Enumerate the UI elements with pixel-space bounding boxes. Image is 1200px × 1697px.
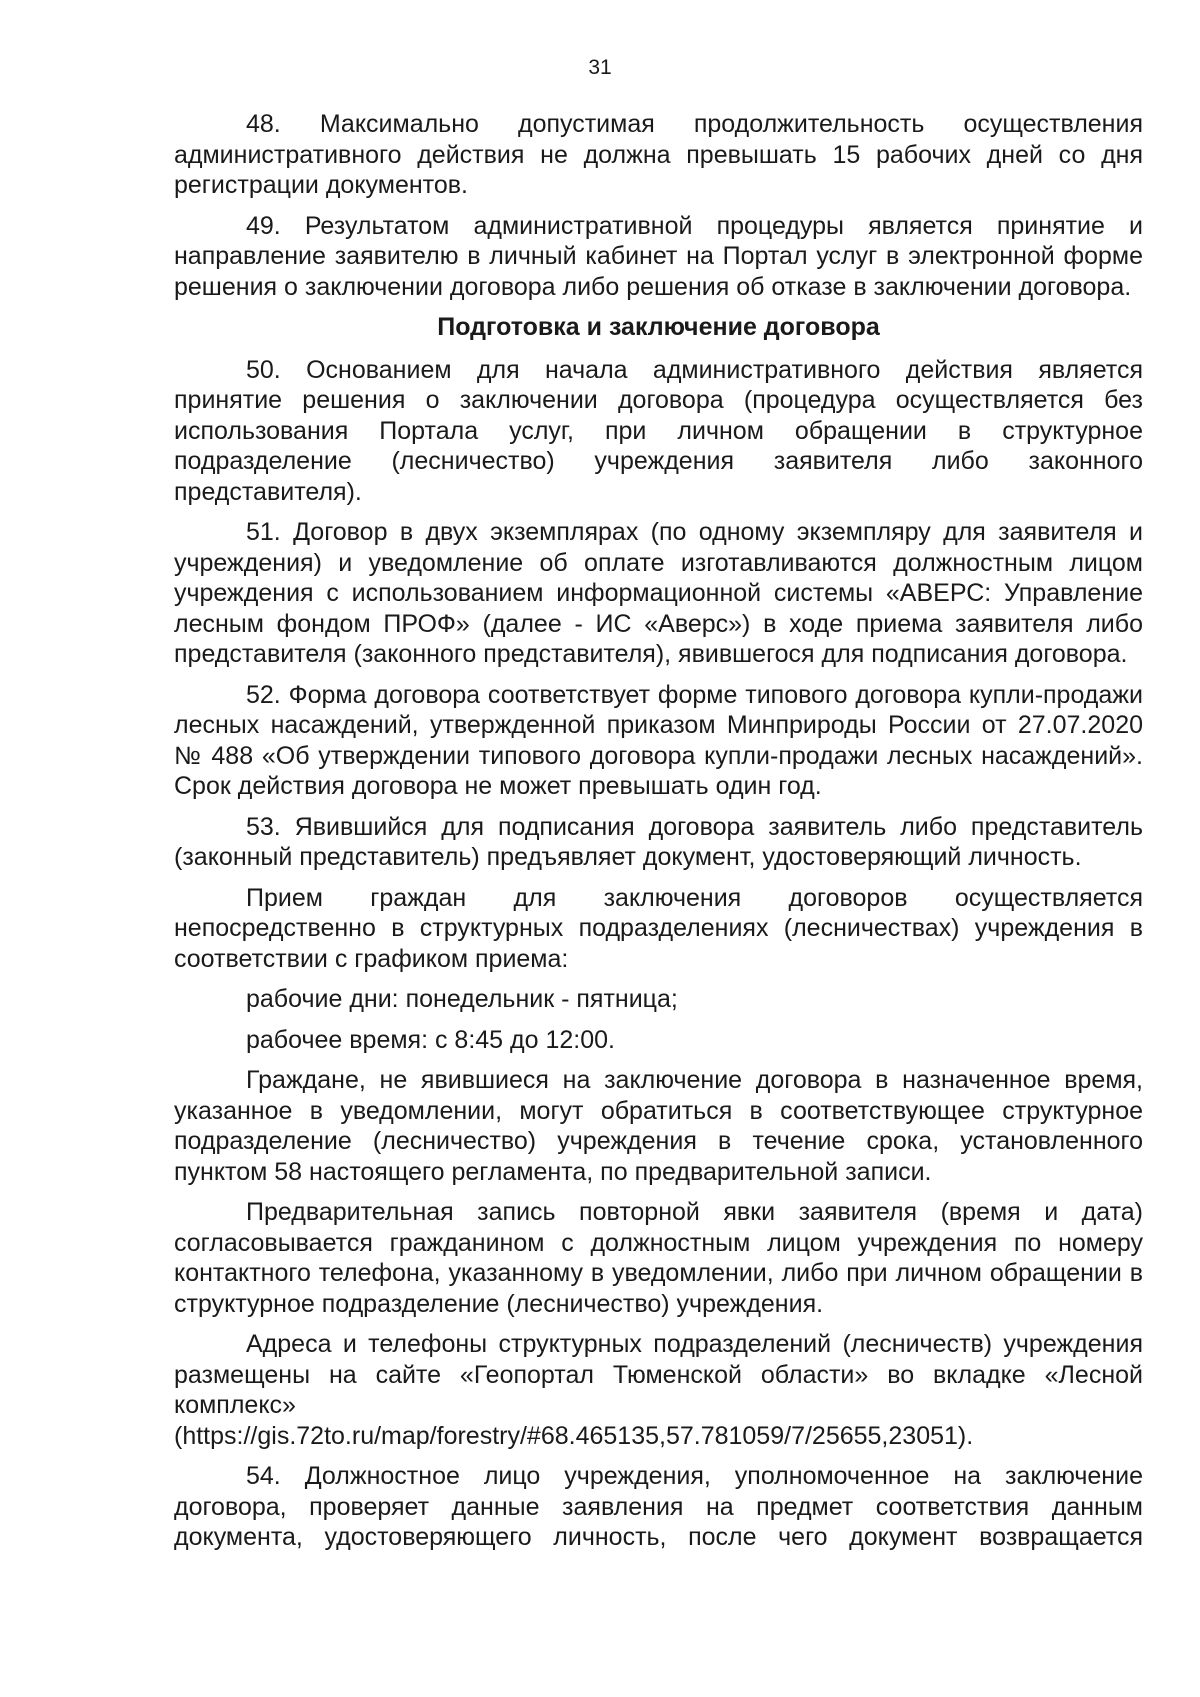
paragraph-working-time: рабочее время: с 8:45 до 12:00. — [246, 1025, 615, 1054]
paragraph-54: 54. Должностное лицо учреждения, уполномоченное на заключение договора, проверяет данные заявления на предмет соответствия данным документа, удостоверяющего личность, после чего документ возвращается — [174, 1462, 1143, 1551]
page-number: 31 — [588, 56, 612, 79]
paragraph-48: 48. Максимально допустимая продолжительность осуществления административного действия не должна превышать 15 рабочих дней со дня регистрации документов. — [174, 110, 1143, 199]
paragraph-51: 51. Договор в двух экземплярах (по одному экземпляру для заявителя и учреждения) и уведомление об оплате изготавливаются должностным лицом учреждения с использованием информационной системы «АВЕРС: Управление лесным фондом ПРОФ» (далее - ИС «Аверс») в ходе приема заявителя либо представителя (законного представителя), явившегося для подписания договора. — [174, 518, 1143, 668]
paragraph-addresses — [174, 1329, 1143, 1451]
paragraph-53: 53. Явившийся для подписания договора заявитель либо представитель (законный представитель) предъявляет документ, удостоверяющий личность. — [174, 812, 1143, 871]
paragraph-50: 50. Основанием для начала административного действия является принятие решения о заключении договора (процедура осуществляется без использования Портала услуг, при личном обращении в структурное подразделение (лесничество) учреждения заявителя либо законного представителя). — [174, 355, 1143, 506]
section-heading: Подготовка и заключение договора — [437, 313, 880, 341]
paragraph-prereg: Предварительная запись повторной явки заявителя (время и дата) согласовывается гражданином с должностным лицом учреждения по номеру контактного телефона, указанному в уведомлении, либо при личном обращении в структурное подразделение (лесничество) учреждения. — [174, 1198, 1143, 1318]
paragraph-working-days: рабочие дни: понедельник - пятница; — [246, 985, 678, 1013]
geoportal-link[interactable]: (https://gis.72to.ru/map/forestry/#68.465135,57.781059/7/25655,23051). — [174, 1421, 974, 1450]
paragraph-49: 49. Результатом административной процедуры является принятие и направление заявителю в личный кабинет на Портал услуг в электронной форме решения о заключении договора либо решения об отказе в заключении договора. — [174, 211, 1143, 301]
paragraph-52: 52. Форма договора соответствует форме типового договора купли-продажи лесных насаждений, утвержденной приказом Минприроды России от 27.07.2020 № 488 «Об утверждении типового договора купли-продажи лесных насаждений». Срок действия договора не может превышать один год. — [174, 680, 1143, 800]
document-body — [174, 109, 1143, 1563]
paragraph-reception: Прием граждан для заключения договоров осуществляется непосредственно в структурных подразделениях (лесничествах) учреждения в соответствии с графиком приема: — [174, 883, 1143, 973]
addresses-text: Адреса и телефоны структурных подразделений (лесничеств) учреждения размещены на сайте «Геопортал Тюменской области» во вкладке «Лесной комплекс» — [174, 1330, 1143, 1419]
paragraph-absent: Граждане, не явившиеся на заключение договора в назначенное время, указанное в уведомлении, могут обратиться в соответствующее структурное подразделение (лесничество) учреждения в течение срока, установленного пунктом 58 настоящего регламента, по предварительной записи. — [174, 1066, 1143, 1186]
